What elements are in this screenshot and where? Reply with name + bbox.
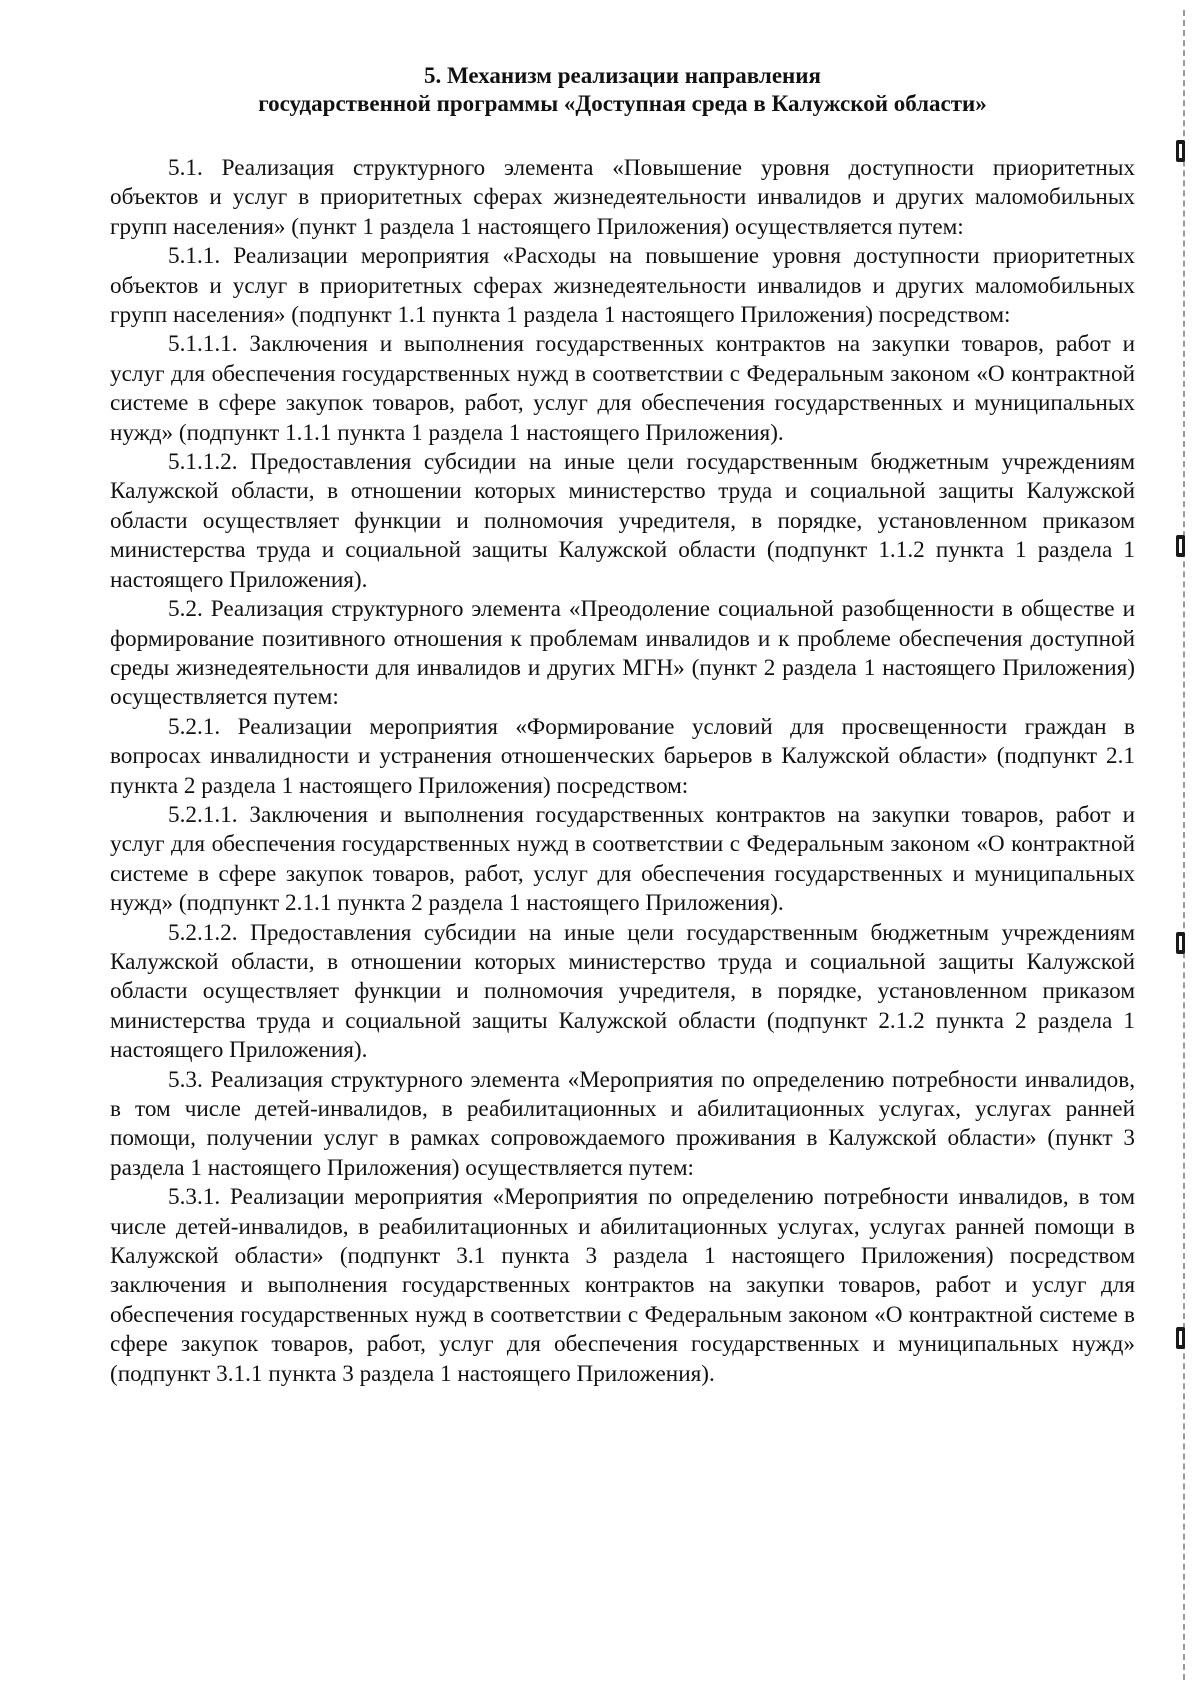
paragraph-5-2-1-2: 5.2.1.2. Предоставления субсидии на иные цели государственным бюджетным учреждениям Калужской области, в отношении которых министерство труда и социальной защиты Калужской области осуществляет функции и полномочия учредителя, в порядке, установленном приказом министерства труда и социальной защиты Калужской области (подпункт 2.1.2 пункта 2 раздела 1 настоящего Приложения). [110,919,1135,1064]
paragraph-5-2: 5.2. Реализация структурного элемента «Преодоление социальной разобщенности в обществе и формирование позитивного отношения к проблемам инвалидов и к проблеме обеспечения доступной среды жизнедеятельности для инвалидов и других МГН» (пункт 2 раздела 1 настоящего Приложения) осуществляется путем: [110,596,1135,711]
paragraph-5-1-1-2: 5.1.1.2. Предоставления субсидии на иные цели государственным бюджетным учреждениям Калужской области, в отношении которых министерство труда и социальной защиты Калужской области осуществляет функции и полномочия учредителя, в порядке, установленном приказом министерства труда и социальной защиты Калужской области (подпункт 1.1.2 пункта 1 раздела 1 настоящего Приложения). [110,449,1135,593]
scan-binding-mark [1176,932,1185,954]
paragraph-5-3: 5.3. Реализация структурного элемента «Мероприятия по определению потребности инвалидов, в том числе детей-инвалидов, в реабилитационных и абилитационных услугах, услугах ранней помощи, получении услуг в рамках сопровождаемого проживания в Калужской области» (пункт 3 раздела 1 настоящего Приложения) осуществляется путем: [110,1066,1135,1181]
document-body [110,154,1135,1389]
section-heading-line-1: 5. Механизм реализации направления [424,63,821,88]
paragraph-5-1: 5.1. Реализация структурного элемента «Повышение уровня доступности приоритетных объектов и услуг в приоритетных сферах жизнедеятельности инвалидов и других маломобильных групп населения» (пункт 1 раздела 1 настоящего Приложения) осуществляется путем: [110,155,1135,240]
paragraph-5-1-1-1: 5.1.1.1. Заключения и выполнения государственных контрактов на закупки товаров, работ и услуг для обеспечения государственных нужд в соответствии с Федеральным законом «О контрактной системе в сфере закупок товаров, работ, услуг для обеспечения государственных и муниципальных нужд» (подпункт 1.1.1 пункта 1 раздела 1 настоящего Приложения). [110,331,1135,446]
paragraph-5-2-1-1: 5.2.1.1. Заключения и выполнения государственных контрактов на закупки товаров, работ и услуг для обеспечения государственных нужд в соответствии с Федеральным законом «О контрактной системе в сфере закупок товаров, работ, услуг для обеспечения государственных и муниципальных нужд» (подпункт 2.1.1 пункта 2 раздела 1 настоящего Приложения). [110,801,1135,917]
scan-binding-mark [1176,1327,1185,1349]
scan-edge-line [1183,10,1185,1680]
scan-binding-mark [1176,535,1185,557]
paragraph-5-2-1: 5.2.1. Реализации мероприятия «Формирование условий для просвещенности граждан в вопросах инвалидности и устранения отношенческих барьеров в Калужской области» (подпункт 2.1 пункта 2 раздела 1 настоящего Приложения) посредством: [110,713,1135,799]
paragraph-5-1-1: 5.1.1. Реализации мероприятия «Расходы на повышение уровня доступности приоритетных объектов и услуг в приоритетных сферах жизнедеятельности инвалидов и других маломобильных групп населения» (подпункт 1.1 пункта 1 раздела 1 настоящего Приложения) посредством: [110,243,1135,329]
section-heading-line-2: государственной программы «Доступная среда в Калужской области» [258,91,987,116]
paragraph-5-3-1: 5.3.1. Реализации мероприятия «Мероприятия по определению потребности инвалидов, в том числе детей-инвалидов, в реабилитационных и абилитационных услугах, услугах ранней помощи в Калужской области» (подпункт 3.1 пункта 3 раздела 1 настоящего Приложения) посредством заключения и выполнения государственных контрактов на закупки товаров, работ и услуг для обеспечения государственных нужд в соответствии с Федеральным законом «О контрактной системе в сфере закупок товаров, работ, услуг для обеспечения государственных и муниципальных нужд» (подпункт 3.1.1 пункта 3 раздела 1 настоящего Приложения). [110,1184,1135,1387]
scan-binding-mark [1176,140,1185,162]
